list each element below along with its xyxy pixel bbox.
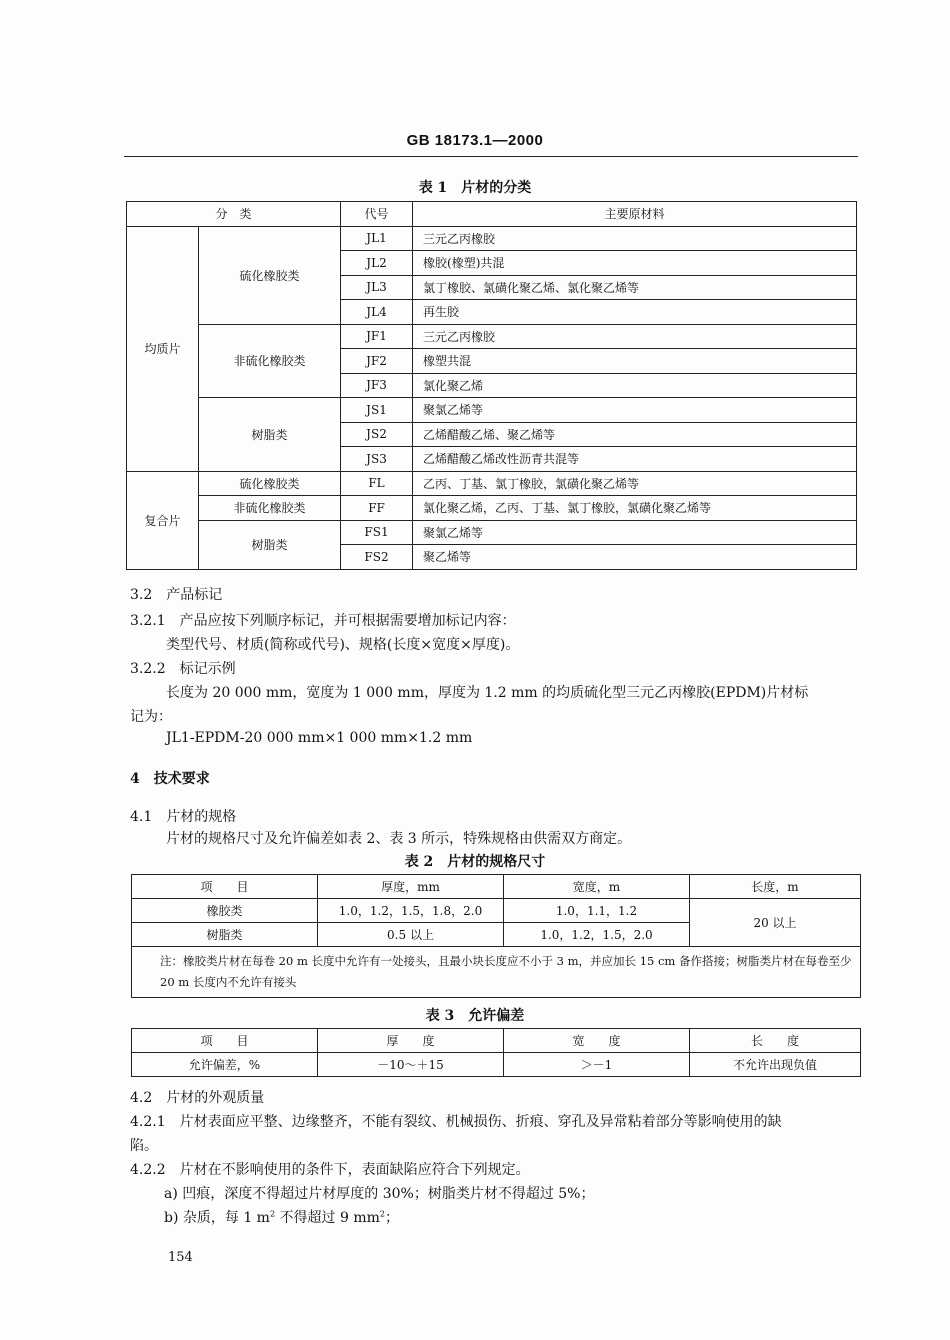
table1-code: FF [341, 496, 413, 521]
table1-code: JL1 [341, 226, 413, 251]
table1-subgroup: 非硫化橡胶类 [199, 324, 341, 398]
section-4-2-1-line1: 4.2.1 片材表面应平整、边缘整齐，不能有裂纹、机械损伤、折痕、穿孔及异常粘着部分等影响使用的缺 [130, 1114, 782, 1130]
table2-length: 20 以上 [690, 899, 861, 947]
table1-material: 三元乙丙橡胶 [413, 226, 857, 251]
section-4-2-title: 4.2 片材的外观质量 [130, 1090, 265, 1106]
table1-material: 橡胶(橡塑)共混 [413, 251, 857, 276]
table1-code: JF3 [341, 373, 413, 398]
table2-thickness: 0.5 以上 [318, 923, 504, 947]
section-4-1-line: 片材的规格尺寸及允许偏差如表 2、表 3 所示，特殊规格由供需双方商定。 [166, 831, 632, 847]
table3-header-width: 宽 度 [504, 1029, 690, 1053]
table1-material: 氯化聚乙烯，乙丙、丁基、氯丁橡胶，氯磺化聚乙烯等 [413, 496, 857, 521]
table2-note: 注：橡胶类片材在每卷 20 m 长度中允许有一处接头，且最小块长度应不小于 3 m，并应加长 15 cm 备作搭接；树脂类片材在每卷至少 20 m 长度内不允许有接头 [132, 947, 861, 998]
table1-material: 氯丁橡胶、氯磺化聚乙烯、氯化聚乙烯等 [413, 275, 857, 300]
section-3-2-2-line1: 长度为 20 000 mm，宽度为 1 000 mm，厚度为 1.2 mm 的均质硫化型三元乙丙橡胶(EPDM)片材标 [166, 685, 809, 701]
table1-code: FL [341, 471, 413, 496]
table3-tolerances [131, 1028, 861, 1077]
table1-code: FS1 [341, 520, 413, 545]
standard-code-header: GB 18173.1—2000 [406, 132, 544, 149]
section-3-2-2-line2: 记为： [130, 709, 172, 725]
table1-material: 乙烯醋酸乙烯改性沥青共混等 [413, 447, 857, 472]
section-4-2-2-title: 4.2.2 片材在不影响使用的条件下，表面缺陷应符合下列规定。 [130, 1162, 530, 1178]
section-3-2-1-title: 3.2.1 产品应按下列顺序标记，并可根据需要增加标记内容： [130, 613, 516, 629]
table1-material: 聚氯乙烯等 [413, 398, 857, 423]
table1-material: 三元乙丙橡胶 [413, 324, 857, 349]
table1-code: JL2 [341, 251, 413, 276]
section-4-2-2-item-b: b) 杂质，每 1 $m^2$ 不得超过 9 $mm^2$； [164, 1209, 399, 1226]
table3-header-length: 长 度 [690, 1029, 861, 1053]
section-3-2-title: 3.2 产品标记 [130, 587, 223, 603]
table1-material: 聚氯乙烯等 [413, 520, 857, 545]
section-3-2-2-title: 3.2.2 标记示例 [130, 661, 236, 677]
table2-header-width: 宽度，m [504, 875, 690, 899]
table1-subgroup: 硫化橡胶类 [199, 471, 341, 496]
table2-item: 树脂类 [132, 923, 318, 947]
table2-width: 1.0，1.2，1.5，2.0 [504, 923, 690, 947]
table1-material: 氯化聚乙烯 [413, 373, 857, 398]
table2-width: 1.0，1.1，1.2 [504, 899, 690, 923]
section-3-2-1-line: 类型代号、材质(简称或代号)、规格(长度×宽度×厚度)。 [166, 637, 520, 653]
table2-header-length: 长度，m [690, 875, 861, 899]
table2-specifications [131, 874, 861, 998]
table1-code: JS2 [341, 422, 413, 447]
table1-material: 乙丙、丁基、氯丁橡胶，氯磺化聚乙烯等 [413, 471, 857, 496]
table1-header-code: 代号 [341, 202, 413, 227]
table3-caption: 表 3 允许偏差 [425, 1008, 525, 1024]
section-3-2-2-example: JL1-EPDM-20 000 mm×1 000 mm×1.2 mm [166, 730, 473, 746]
table1-code: JS3 [341, 447, 413, 472]
section-4-title: 4 技术要求 [130, 771, 210, 787]
table1-material: 乙烯醋酸乙烯、聚乙烯等 [413, 422, 857, 447]
table2-caption: 表 2 片材的规格尺寸 [404, 854, 546, 870]
table3-length: 不允许出现负值 [690, 1053, 861, 1077]
table1-code: JL4 [341, 300, 413, 325]
section-4-2-2-item-a: a) 凹痕，深度不得超过片材厚度的 30%；树脂类片材不得超过 5%； [164, 1186, 595, 1202]
table1-code: JS1 [341, 398, 413, 423]
table1-classification [126, 201, 857, 570]
table1-subgroup: 树脂类 [199, 520, 341, 569]
table1-subgroup: 硫化橡胶类 [199, 226, 341, 324]
table1-subgroup: 树脂类 [199, 398, 341, 472]
table1-group-composite: 复合片 [127, 471, 199, 569]
table3-header-thickness: 厚 度 [318, 1029, 504, 1053]
table2-item: 橡胶类 [132, 899, 318, 923]
page-number: 154 [168, 1250, 193, 1265]
header-rule [124, 156, 858, 157]
table1-material: 再生胶 [413, 300, 857, 325]
table1-subgroup: 非硫化橡胶类 [199, 496, 341, 521]
table3-header-item: 项 目 [132, 1029, 318, 1053]
table1-code: FS2 [341, 545, 413, 570]
table1-material: 聚乙烯等 [413, 545, 857, 570]
table2-header-thickness: 厚度，mm [318, 875, 504, 899]
table1-group-homogeneous: 均质片 [127, 226, 199, 471]
table2-thickness: 1.0，1.2，1.5，1.8，2.0 [318, 899, 504, 923]
table1-header-category: 分 类 [127, 202, 341, 227]
section-4-1-title: 4.1 片材的规格 [130, 809, 237, 825]
section-4-2-1-line2: 陷。 [130, 1138, 158, 1154]
table1-code: JF2 [341, 349, 413, 374]
table3-item: 允许偏差，% [132, 1053, 318, 1077]
table1-header-material: 主要原材料 [413, 202, 857, 227]
table3-width: ＞－1 [504, 1053, 690, 1077]
table1-code: JF1 [341, 324, 413, 349]
table1-code: JL3 [341, 275, 413, 300]
table3-thickness: －10～＋15 [318, 1053, 504, 1077]
table1-caption: 表 1 片材的分类 [418, 180, 532, 196]
table2-header-item: 项 目 [132, 875, 318, 899]
table1-material: 橡塑共混 [413, 349, 857, 374]
